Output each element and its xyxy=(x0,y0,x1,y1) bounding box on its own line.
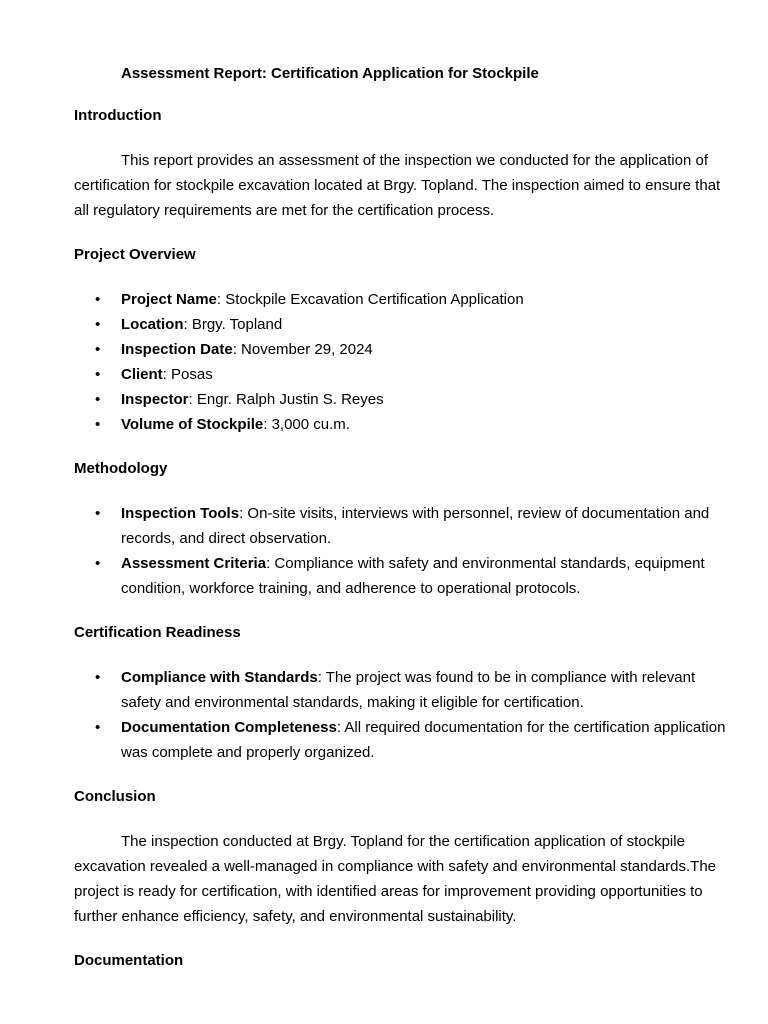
bullet-icon: • xyxy=(95,291,101,308)
bullet-icon: • xyxy=(95,555,101,572)
bullet-icon: • xyxy=(95,505,101,522)
item-value: : Compliance with safety and environmental standards, equipment condition, workforce training, and adherence to operational protocols. xyxy=(121,555,705,597)
list-item xyxy=(74,412,732,437)
list-item xyxy=(74,551,732,601)
project-overview-heading: Project Overview xyxy=(74,246,196,263)
item-label: Project Name xyxy=(121,291,217,308)
list-item xyxy=(74,287,732,312)
item-value: : Brgy. Topland xyxy=(183,316,283,333)
bullet-icon: • xyxy=(95,719,101,736)
documentation-heading: Documentation xyxy=(74,952,184,969)
introduction-heading: Introduction xyxy=(74,107,162,124)
list-item xyxy=(74,362,732,387)
item-label: Inspector xyxy=(121,391,189,408)
certification-readiness-list xyxy=(74,665,732,765)
conclusion-paragraph: The inspection conducted at Brgy. Topland for the certification application of stockpile excavation revealed a well-managed in compliance with safety and environmental standards.The project is ready for certification, with identified areas for improvement providing opportunities to further enhance efficiency, safety, and environmental sustainability. xyxy=(74,833,717,925)
list-item xyxy=(74,715,732,765)
project-overview-list xyxy=(74,287,732,437)
list-item xyxy=(74,665,732,715)
item-label: Inspection Tools xyxy=(121,505,240,522)
list-item xyxy=(74,337,732,362)
methodology-heading: Methodology xyxy=(74,460,168,477)
item-label: Volume of Stockpile xyxy=(121,416,264,433)
list-item xyxy=(74,312,732,337)
item-value: : All required documentation for the certification application was complete and properly organized. xyxy=(121,719,726,761)
item-value: : November 29, 2024 xyxy=(232,341,373,358)
certification-readiness-heading: Certification Readiness xyxy=(74,624,241,641)
list-item xyxy=(74,501,732,551)
item-value: : On-site visits, interviews with personnel, review of documentation and records, and direct observation. xyxy=(121,505,710,547)
item-label: Inspection Date xyxy=(121,341,233,358)
list-item xyxy=(74,387,732,412)
item-value: : Posas xyxy=(162,366,213,383)
item-label: Client xyxy=(121,366,163,383)
document-title: Assessment Report: Certification Application for Stockpile xyxy=(121,65,539,82)
introduction-paragraph: This report provides an assessment of the inspection we conducted for the application of certification for stockpile excavation located at Brgy. Topland. The inspection aimed to ensure that all regulatory requirements are met for the certification process. xyxy=(74,152,721,219)
methodology-list xyxy=(74,501,732,601)
conclusion-heading: Conclusion xyxy=(74,788,156,805)
bullet-icon: • xyxy=(95,669,101,686)
bullet-icon: • xyxy=(95,366,101,383)
bullet-icon: • xyxy=(95,316,101,333)
item-label: Location xyxy=(121,316,184,333)
bullet-icon: • xyxy=(95,341,101,358)
item-value: : The project was found to be in compliance with relevant safety and environmental standards, making it eligible for certification. xyxy=(121,669,696,711)
bullet-icon: • xyxy=(95,416,101,433)
item-label: Assessment Criteria xyxy=(121,555,267,572)
item-value: : Engr. Ralph Justin S. Reyes xyxy=(188,391,384,408)
item-label: Compliance with Standards xyxy=(121,669,318,686)
item-value: : Stockpile Excavation Certification Application xyxy=(216,291,524,308)
item-value: : 3,000 cu.m. xyxy=(263,416,350,433)
item-label: Documentation Completeness xyxy=(121,719,337,736)
bullet-icon: • xyxy=(95,391,101,408)
